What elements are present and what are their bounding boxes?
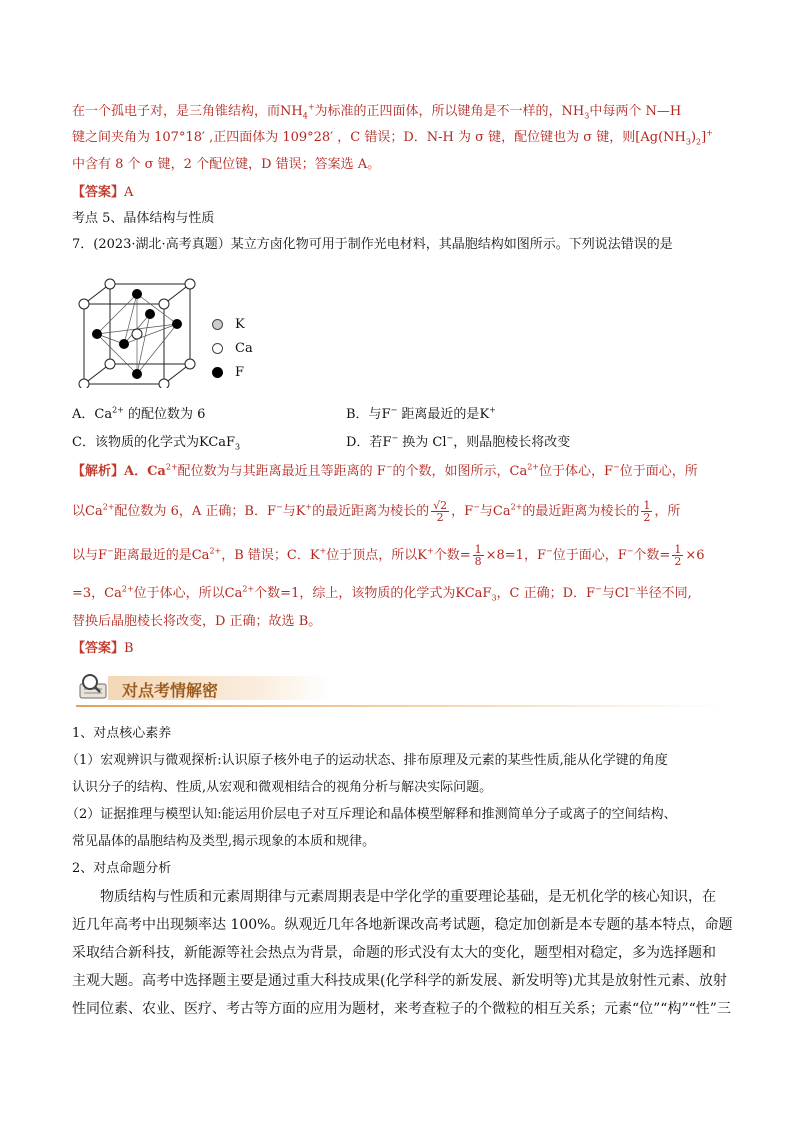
- paragraph-2-line-1: （2）证据推理与模型认知:能运用价层电子对互斥理论和晶体模型解释和推测简单分子或离子的空间结构、: [66, 807, 677, 822]
- question-stem: 7．(2023·湖北·高考真题）某立方卤化物可用于制作光电材料，其晶胞结构如图所示。下列说法错误的是: [72, 237, 673, 252]
- legend-k: K: [212, 312, 253, 336]
- kaodian-heading: 考点 5、晶体结构与性质: [72, 211, 215, 226]
- legend-ca-icon: [212, 343, 223, 354]
- analysis-line-4: =3，$Ca^{2+}$位于体心，所以$Ca^{2+}$个数=1，综上，该物质的化学式为KCaF$_3$，C 正确；D．F−与Cl−半径不同,: [72, 584, 692, 603]
- legend-f: F: [212, 360, 253, 384]
- analysis-line-2: 以$Ca^{2+}$配位数为 6，A 正确；B．F−与K+的最近距离为棱长的 $\frac{√2}{2}$ ，F−与$Ca^{2+}$的最近距离为棱长的 $\frac{1}{2}$ ，所: [72, 499, 681, 524]
- option-d: D．若F− 换为 Cl−，则晶胞棱长将改变: [346, 433, 571, 450]
- explanation-line-3: 中含有 8 个 σ 键，2 个配位键，D 错误；答案选 A。: [72, 157, 381, 172]
- paragraph-1-line-2: 认识分子的结构、性质,从宏观和微观相结合的视角分析与解决实际问题。: [72, 780, 493, 795]
- answer: 【答案】B: [72, 641, 134, 656]
- crystal-cell-figure: [74, 278, 200, 388]
- paragraph-3-line-5: 性同位素、农业、医疗、考古等方面的应用为题材，来考查粒子的个微粒的相互关系；元素“位”“构”“性”三: [72, 1001, 731, 1017]
- paragraph-3-line-4: 主观大题。高考中选择题主要是通过重大科技成果(化学科学的新发展、新发明等)尤其是放射性元素、放射: [72, 973, 727, 989]
- option-c: C．该物质的化学式为KCaF$_3$: [72, 435, 241, 452]
- legend-ca: Ca: [212, 336, 253, 360]
- analysis-line-3: 以与F−距离最近的是$Ca^{2+}$，B 错误；C．K+位于顶点，所以K+个数= $\frac{1}{8}$ ×8=1，F−位于面心，F−个数= $\frac{1}{2}$ ×6: [72, 543, 705, 568]
- paragraph-2-line-2: 常见晶体的晶胞结构及类型,揭示现象的本质和规律。: [72, 834, 376, 849]
- section-title: 对点考情解密: [122, 681, 219, 700]
- banner-rule: [76, 705, 726, 707]
- explanation-line-2: 键之间夹角为 107°18′ ,正四面体为 109°28′ ，C 错误；D．N-H 为 σ 键，配位键也为 σ 键，则$[Ag(NH_3)_2]^+$: [72, 128, 713, 147]
- subheading-proposition-analysis: 2、对点命题分析: [72, 861, 172, 876]
- option-a: A．$Ca^{2+}$ 的配位数为 6: [72, 405, 206, 422]
- analysis-line-5: 替换后晶胞棱长将改变，D 正确；故选 B。: [72, 614, 322, 629]
- legend-f-icon: [212, 367, 223, 378]
- analysis-line-1: 【解析】A．$Ca^{2+}$配位数为与其距离最近且等距离的 F−的个数，如图所示，$Ca^{2+}$位于体心，F−位于面心，所: [72, 462, 698, 479]
- fraction-one-half: $\frac{1}{2}$: [643, 499, 651, 524]
- fraction-one-half-b: $\frac{1}{2}$: [674, 543, 682, 568]
- fraction-sqrt2-over-2: $\frac{√2}{2}$: [433, 499, 448, 524]
- paragraph-3-line-2: 近几年高考中出现频率达 100%。纵观近几年各地新课改高考试题，稳定加创新是本专题的基本特点，命题: [72, 917, 733, 933]
- subheading-core-literacy: 1、对点核心素养: [72, 726, 172, 741]
- section-banner: [76, 670, 336, 704]
- figure-legend: [212, 312, 253, 384]
- paragraph-1-line-1: （1）宏观辨识与微观探析:认识原子核外电子的运动状态、排布原理及元素的某些性质,能从化学键的角度: [66, 753, 668, 768]
- explanation-line-1: 在一个孤电子对，是三角锥结构，而$NH_4^+$为标准的正四面体，所以键角是不一样的，$NH_3$中每两个 N—H: [72, 102, 682, 121]
- magnifier-book-icon: [76, 672, 116, 702]
- paragraph-3-line-1: 物质结构与性质和元素周期律与元素周期表是中学化学的重要理论基础，是无机化学的核心知识，在: [100, 889, 716, 905]
- paragraph-3-line-3: 采取结合新科技，新能源等社会热点为背景，命题的形式没有太大的变化，题型相对稳定，多为选择题和: [72, 945, 716, 961]
- fraction-one-eighth: $\frac{1}{8}$: [474, 543, 482, 568]
- previous-answer: 【答案】A: [72, 185, 134, 200]
- legend-k-icon: [212, 319, 223, 330]
- option-b: B．与F− 距离最近的是K+: [346, 405, 496, 422]
